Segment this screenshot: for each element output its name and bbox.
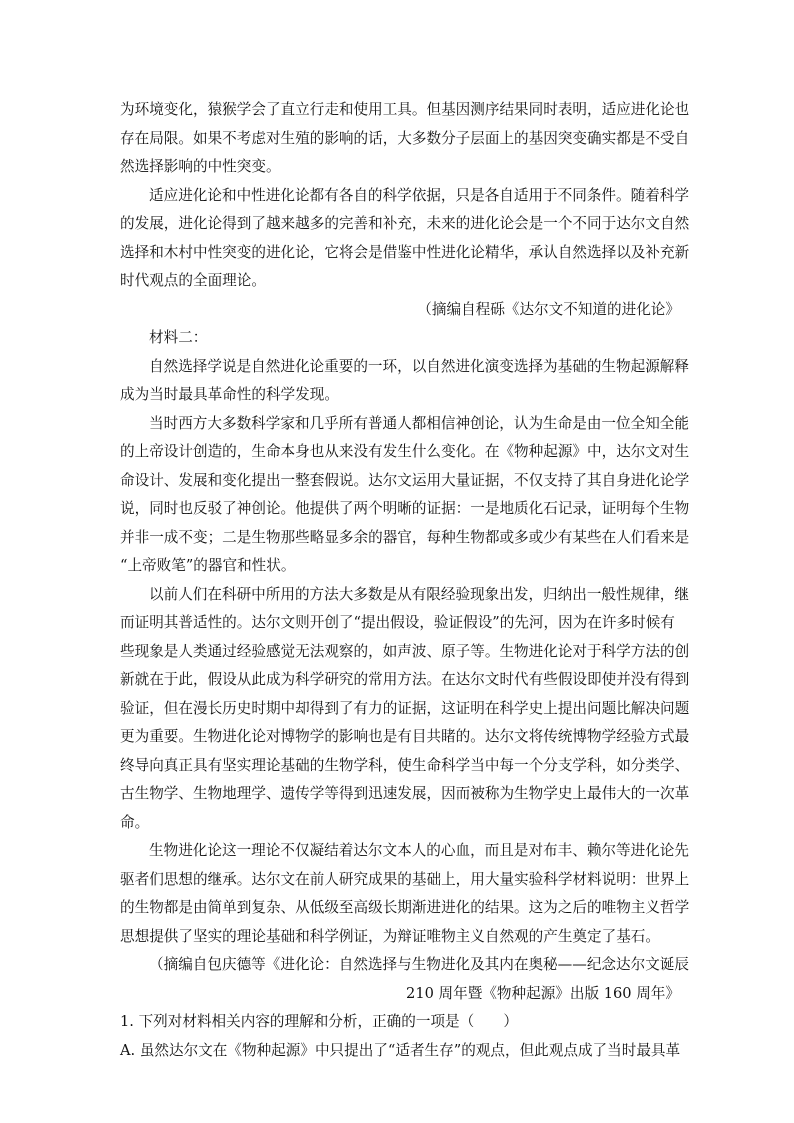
text-line: 说，同时也反驳了神创论。他提供了两个明晰的证据：一是地质化石记录，证明每个生物 <box>120 500 690 517</box>
text-line: 为环境变化，猿猴学会了直立行走和使用工具。但基因测序结果同时表明，适应进化论也 <box>120 101 690 118</box>
text-line: “上帝败笔”的器官和性状。 <box>120 557 296 574</box>
text-line: 然选择影响的中性突变。 <box>120 158 281 175</box>
text-line: 思想提供了坚实的理论基础和科学例证，为辩证唯物主义自然观的产生奠定了基石。 <box>120 927 660 945</box>
source-citation: （摘编自包庆德等《进化论：自然选择与生物进化及其内在奥秘——纪念达尔文诞辰 <box>149 956 689 973</box>
text-line: 终导向真正具有坚实理论基础的生物学科，使生命科学当中每一个分支学科，如分类学、 <box>120 756 690 774</box>
text-line: 更为重要。生物进化论对博物学的影响也是有目共睹的。达尔文将传统博物学经验方式最 <box>120 728 690 745</box>
section-heading: 材料二： <box>149 329 208 346</box>
text-line: 的上帝设计创造的，生命本身也从来没有发生什么变化。在《物种起源》中，达尔文对生 <box>120 443 690 460</box>
text-line: 而证明其普适性的。达尔文则开创了“提出假设，验证假设”的先河，因为在许多时候有 <box>120 614 675 631</box>
text-line: 自然选择学说是自然进化论重要的一环，以自然进化演变选择为基础的生物起源解释 <box>149 357 689 375</box>
question-stem: 1. 下列对材料相关内容的理解和分析，正确的一项是（ ） <box>120 1013 519 1030</box>
text-line: 古生物学、生物地理学、遗传学等得到迅速发展，因而被称为生物学史上最伟大的一次革 <box>120 785 690 802</box>
text-line: 并非一成不变；二是生物那些略显多余的器官，每种生物都或多或少有某些在人们看来是 <box>120 528 690 546</box>
text-line: 命设计、发展和变化提出一整套假说。达尔文运用大量证据，不仅支持了其自身进化论学 <box>120 471 690 489</box>
text-line: 选择和木村中性突变的进化论，它将会是借鉴中性进化论精华，承认自然选择以及补充新 <box>120 243 690 261</box>
text-line: 时代观点的全面理论。 <box>120 272 266 289</box>
text-line: 验证，但在漫长历史时期中却得到了有力的证据，这证明在科学史上提出问题比解决问题 <box>120 699 690 717</box>
text-line: 命。 <box>120 813 150 831</box>
text-line: 驱者们思想的继承。达尔文在前人研究成果的基础上，用大量实验科学材料说明：世界上 <box>120 870 690 888</box>
text-line: 当时西方大多数科学家和几乎所有普通人都相信神创论，认为生命是由一位全知全能 <box>149 414 689 432</box>
document-page <box>120 96 690 1065</box>
text-line: 的发展，进化论得到了越来越多的完善和补充，未来的进化论会是一个不同于达尔文自然 <box>120 215 690 232</box>
source-citation: （摘编自程砾《达尔文不知道的进化论》 <box>417 300 680 318</box>
text-line: 成为当时最具革命性的科学发现。 <box>120 386 339 403</box>
text-line: 些现象是人类通过经验感觉无法观察的，如声波、原子等。生物进化论对于科学方法的创 <box>120 642 690 660</box>
text-line: 以前人们在科研中所用的方法大多数是从有限经验现象出发，归纳出一般性规律，继 <box>149 585 689 603</box>
text-line: 适应进化论和中性进化论都有各自的科学依据，只是各自适用于不同条件。随着科学 <box>149 186 689 204</box>
answer-option-a: A. 虽然达尔文在《物种起源》中只提出了“适者生存”的观点，但此观点成了当时最具革 <box>120 1041 681 1059</box>
source-citation: 210 周年暨《物种起源》出版 160 周年》 <box>406 984 680 1002</box>
text-line: 生物进化论这一理论不仅凝结着达尔文本人的心血，而且是对布丰、赖尔等进化论先 <box>149 842 689 859</box>
text-line: 新就在于此，假设从此成为科学研究的常用方法。在达尔文时代有些假设即使并没有得到 <box>120 671 690 688</box>
text-line: 存在局限。如果不考虑对生殖的影响的话，大多数分子层面上的基因突变确实都是不受自 <box>120 129 690 147</box>
text-line: 的生物都是由简单到复杂、从低级至高级长期渐进进化的结果。这为之后的唯物主义哲学 <box>120 899 690 916</box>
